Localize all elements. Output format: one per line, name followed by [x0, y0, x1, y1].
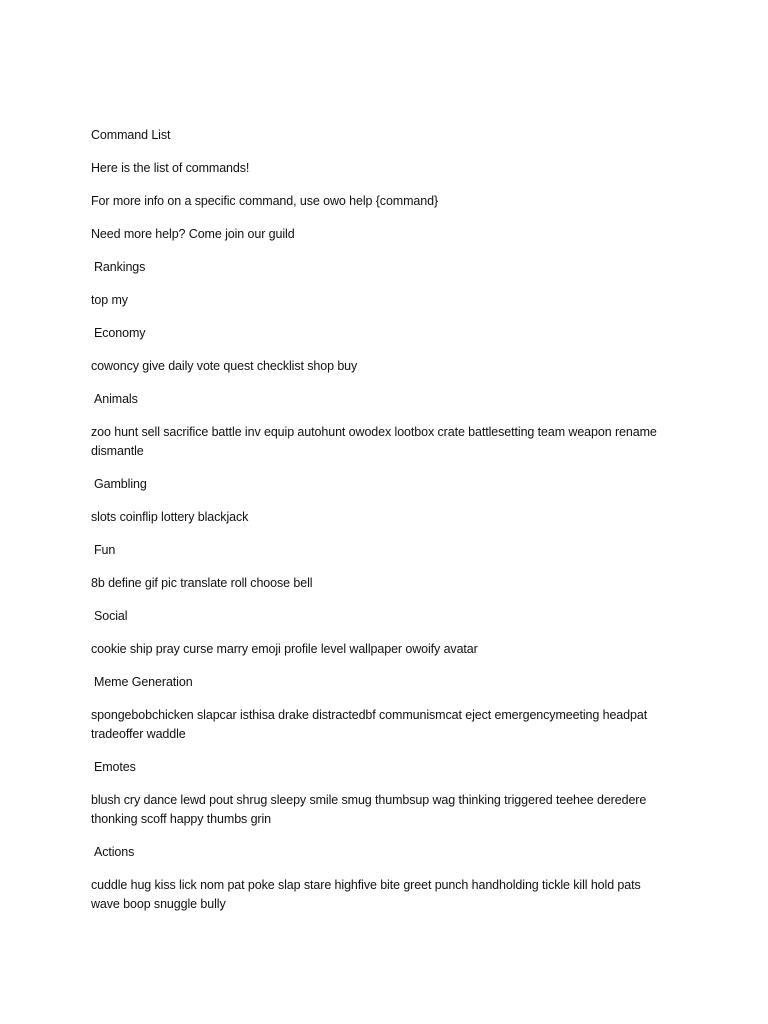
section-commands-emotes: blush cry dance lewd pout shrug sleepy smile smug thumbsup wag thinking triggered teehee deredere thonking scoff happy thumbs grin — [91, 793, 647, 826]
section-heading-rankings: Rankings — [94, 260, 146, 274]
info-text: For more info on a specific command, use owo help {command} — [91, 194, 439, 208]
help-text: Need more help? Come join our guild — [91, 227, 295, 241]
section-commands-actions: cuddle hug kiss lick nom pat poke slap stare highfive bite greet punch handholding tickle kill hold pats wave boop snuggle bully — [91, 878, 641, 911]
section-commands-economy: cowoncy give daily vote quest checklist shop buy — [91, 359, 358, 373]
section-heading-meme-generation: Meme Generation — [94, 675, 193, 689]
section-heading-fun: Fun — [94, 543, 116, 557]
section-heading-actions: Actions — [94, 845, 135, 859]
intro-text: Here is the list of commands! — [91, 161, 250, 175]
document-title: Command List — [91, 128, 171, 142]
section-commands-rankings: top my — [91, 293, 128, 307]
section-heading-economy: Economy — [94, 326, 146, 340]
section-heading-emotes: Emotes — [94, 760, 136, 774]
section-commands-gambling: slots coinflip lottery blackjack — [91, 510, 249, 524]
section-heading-gambling: Gambling — [94, 477, 147, 491]
section-heading-social: Social — [94, 609, 128, 623]
section-commands-fun: 8b define gif pic translate roll choose bell — [91, 576, 313, 590]
section-commands-animals: zoo hunt sell sacrifice battle inv equip autohunt owodex lootbox crate battlesetting team weapon rename dismantle — [91, 425, 657, 458]
section-commands-meme-generation: spongebobchicken slapcar isthisa drake distractedbf communismcat eject emergencymeeting headpat tradeoffer waddle — [91, 708, 648, 741]
section-heading-animals: Animals — [94, 392, 138, 406]
document-page — [91, 126, 671, 928]
section-commands-social: cookie ship pray curse marry emoji profile level wallpaper owoify avatar — [91, 642, 478, 656]
